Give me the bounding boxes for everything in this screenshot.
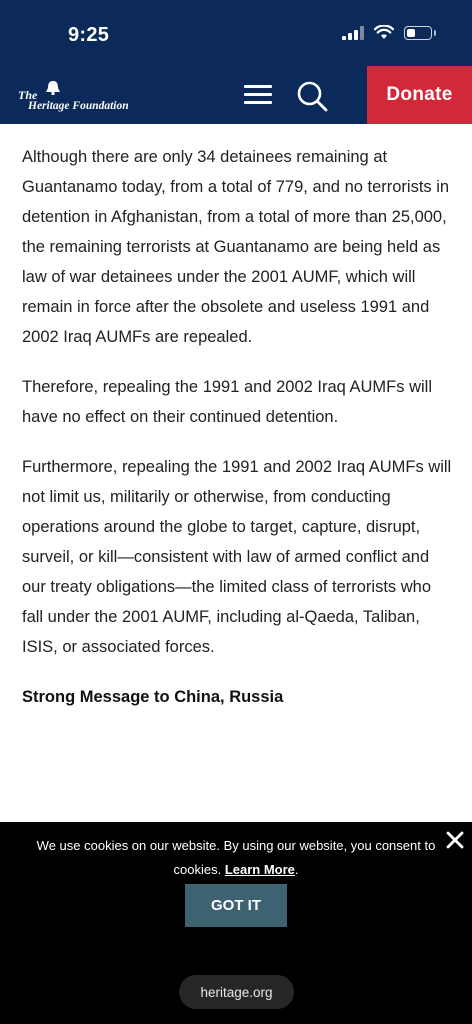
article-subheading: Strong Message to China, Russia (22, 688, 284, 706)
heritage-foundation-logo[interactable] (18, 80, 138, 114)
logo-the-text: The (18, 88, 38, 102)
learn-more-link[interactable]: Learn More (224, 862, 295, 877)
browser-url-bar[interactable]: heritage.org (179, 975, 294, 1009)
hamburger-menu-icon[interactable] (244, 84, 272, 106)
cookie-banner (0, 822, 472, 1024)
donate-button[interactable]: Donate (367, 66, 472, 124)
close-icon[interactable] (443, 828, 467, 852)
status-icons (342, 25, 432, 40)
article-paragraph: Therefore, repealing the 1991 and 2002 Iraq AUMFs will have no effect on their continued detention. (22, 378, 432, 426)
battery-icon (404, 26, 432, 40)
wifi-icon (374, 25, 394, 40)
article-body (22, 142, 454, 712)
cookie-period: . (294, 862, 299, 877)
cookie-text: We use cookies on our website. By using our website, you consent to cookies. (36, 838, 436, 877)
article-paragraph: Although there are only 34 detainees remaining at Guantanamo today, from a total of 779, and no terrorists in detention in Afghanistan, from a total of more than 25,000, the remaining terrorists at Guantanamo are being held as law of war detainees under the 2001 AUMF, which will remain in force after the obsolete and useless 1991 and 2002 Iraq AUMFs are repealed. (22, 148, 450, 346)
got-it-button[interactable]: GOT IT (185, 884, 287, 927)
cookie-message (30, 834, 442, 882)
search-icon[interactable] (296, 80, 328, 112)
article-paragraph: Furthermore, repealing the 1991 and 2002 Iraq AUMFs will not limit us, militarily or otherwise, from conducting operations around the globe to target, capture, disrupt, surveil, or kill—consistent with law of armed conflict and our treaty obligations—the limited class of terrorists who fall under the 2001 AUMF, including al-Qaeda, Taliban, ISIS, or associated forces. (22, 458, 452, 656)
cellular-signal-icon (342, 26, 364, 40)
status-time: 9:25 (68, 24, 110, 46)
liberty-bell-icon (44, 80, 62, 96)
logo-name-text: Heritage Foundation (28, 100, 129, 112)
site-header (0, 66, 472, 124)
status-bar (0, 0, 472, 66)
